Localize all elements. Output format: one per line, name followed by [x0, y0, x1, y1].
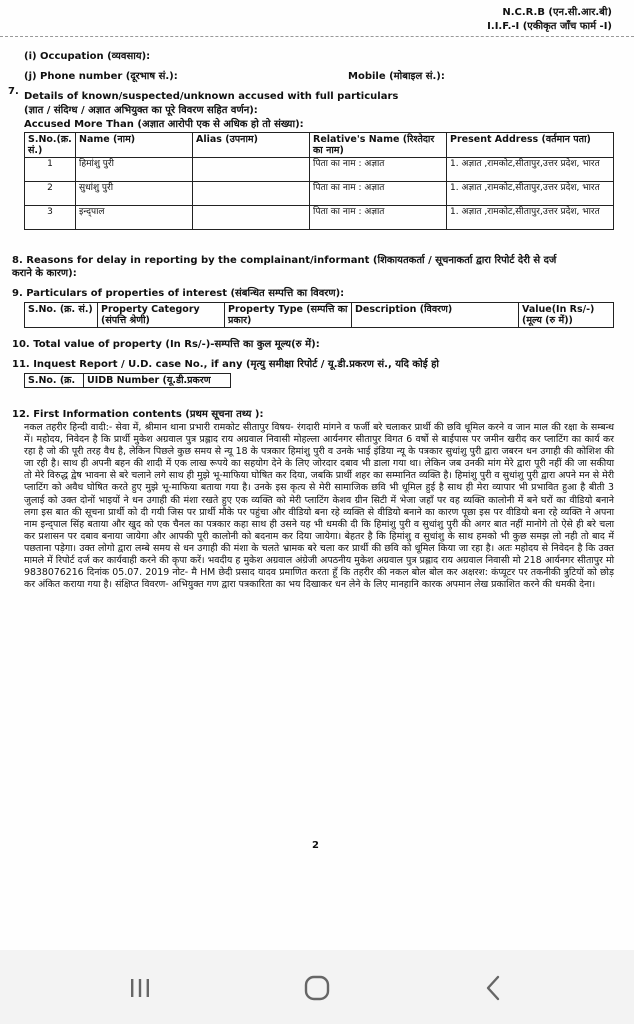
android-nav-bar [0, 950, 634, 1024]
col-description: Description (विवरण) [352, 303, 519, 328]
property-table [24, 302, 614, 328]
cell-address: 1. अज्ञात ,रामकोट,सीतापुर,उत्तर प्रदेश, भारत [447, 206, 614, 230]
cell-relative: पिता का नाम : अज्ञात [310, 182, 447, 206]
cell-sno: 3 [25, 206, 76, 230]
header-divider [0, 36, 634, 37]
section-11-title: 11. Inquest Report / U.D. case No., if any (मृत्यु समीक्षा रिपोर्ट / यू.डी.प्रकरण सं., यदि कोई हो [12, 359, 439, 370]
col-category: Property Category (संपत्ति श्रेणी) [98, 303, 225, 328]
cell-address: 1. अज्ञात ,रामकोट,सीतापुर,उत्तर प्रदेश, भारत [447, 182, 614, 206]
col-address: Present Address (वर्तमान पता) [447, 133, 614, 158]
section-9-title: 9. Particulars of properties of interest (संबन्धित सम्पत्ति का विवरण): [12, 288, 345, 299]
ncrb-label: N.C.R.B (एन.सी.आर.बी) [502, 7, 612, 18]
col-uidb: UIDB Number (यू.डी.प्रकरण [84, 374, 231, 388]
table-header-row [25, 374, 231, 388]
section-7-title: Details of known/suspected/unknown accused with full particulars [24, 91, 399, 102]
section-8-line2: कराने के कारण): [12, 268, 77, 279]
cell-alias [193, 206, 310, 230]
cell-name: सुधांशु पुरी [76, 182, 193, 206]
recent-apps-button[interactable] [116, 968, 164, 1008]
home-button[interactable] [293, 968, 341, 1008]
section-12-title: 12. First Information contents (प्रथम सूचना तथ्य ): [12, 409, 264, 420]
fir-contents: नकल तहरीर हिन्दी वादी:- सेवा में, श्रीमान थाना प्रभारी रामकोट सीतापुर विषय- रंगदारी मांगने व फर्जी बरे चलाकर प्रार्थी की छवि धूमिल करने व जान माल की रक्षा के सम्बन्ध में। महोदय, निवेदन है कि प्रार्थी मुकेश अग्रवाल पुत्र प्रह्लाद राय अग्रवाल निवासी मोहल्ला आर्यनगर सीतापुर विगत 6 वर्षो से बाईपास पर जमीन खरीद कर प्लाटिंग का कार्य कर रहा है जो की पूरी तरह वैध है, लेकिन पिछले कुछ समय से न्यू 18 के पत्रकार हिमांशु पुरी व उनके भाई इंडिया न्यू के पत्रकार सुधांशु पुरी द्वारा जबरन धन उगाही की कोशिश की जा रही है। साथ ही अपनी बहन की शादी में एक लाख रूपये का सहयोग देने के लिए जोरदार दबाव भी डाला गया था। लेकिन जब उनकी मांग मेरे द्वारा पूरी नहीं की जा सकीया तो मेरे विरुद्ध द्वेष भावना से बरे चलाने लगे साथ ही मुझे भू-माफिया घोषित कर दिया, जबकि प्रार्थी शहर का सम्मानित व्यक्ति है। हिमांशु पुरी व सुधांशु पुरी द्वारा अपने मन से मेरी प्लाटिंग को अवैध घोषित करते हुए मुझे भू-माफिया बताया गया है। उनके इस कृत्य से मेरी सामाजिक छवि भी धूमिल हुई है साथ ही मेरा व्यापार भी प्रभावित हुआ है बीती 3 जुलाई को उक्त दोनों भाइयों ने धन उगाही की मंशा रखते हुए एक व्यक्ति को मेरी प्लाटिंग केशव ग्रीन सिटी में भेजा जहाँ पर वह व्यक्ति कालोनी में बने घरों का वीडियो बनाने लगा इस बात की सूचना प्रार्थी को दी गयी जिस पर प्रार्थी मौके पर पहुंचा और वीडियो बना रहे व्यक्ति से वीडियो बनाने का कारण पूछा इस पर वीडियो बना रहे व्यक्ति ने अपना नाम इन्द्पाल सिंह बताया और खुद को एक चैनल का पत्रकार कहा साथ ही उसने यह भी धमकी दी कि हिमांशु पुरी व सुधांशु पुरी की अगर बात नहीं मानोगे तो ऐसे ही बरे चला कर प्रशासन पर दबाव बनाया जायेगा और आपकी पूरी कालोनी को बदनाम कर दिया जायेगा। बेहतर है कि हिमांशु व सुधांशु के साथ हमको भी कुछ समझ लो नही तो बाद में पछताना पड़ेगा। उक्त लोगो द्वारा लम्बे समय से धन उगाही की मंशा के चलते भ्रामक बरे चला कर प्रार्थी की छवि को धूमिल किया जा रहा है। अतः महोदय से निवेदन है कि उक्त मामले में रिपोर्ट दर्ज कर कार्यवाही करने की कृपा करें। भवदीय ह मुकेश अग्रवाल अंग्रेजी अपठनीय मुकेश अग्रवाल पुत्र प्रह्लाद राय अग्रवाल निवासी मो 218 आर्यनगर सीतापुर मो 9838076216 दिनांक 05.07. 2019 नोट- मै HM छेदी प्रसाद यादव प्रमाणित करता हूँ कि तहरीर की नकल बोल बोल कर अक्षरश: कंप्यूटर पर तकनीकी त्रुटियों को छोड़ कर अंकित कराया गया है। संक्षिप्त विवरण- अभियुक्त गण द्वारा पत्रकारिता का भय दिखाकर धन लेने के लिए मानहानि कारक अपमान लेख प्रकाशित करने की धमकी देना। [24, 422, 614, 591]
col-alias: Alias (उपनाम) [193, 133, 310, 158]
col-type: Property Type (सम्पत्ति का प्रकार) [225, 303, 352, 328]
table-row [25, 206, 614, 230]
cell-address: 1. अज्ञात ,रामकोट,सीतापुर,उत्तर प्रदेश, भारत [447, 158, 614, 182]
cell-relative: पिता का नाम : अज्ञात [310, 206, 447, 230]
home-icon [302, 973, 332, 1003]
form-label: I.I.F.-I (एकीकृत जाँच फार्म -I) [487, 21, 612, 32]
inquest-table [24, 373, 231, 388]
cell-sno: 1 [25, 158, 76, 182]
section-10: 10. Total value of property (In Rs/-)-सम्पत्ति का कुल मूल्य(रु में): [12, 339, 320, 350]
table-row [25, 158, 614, 182]
cell-alias [193, 182, 310, 206]
table-header-row [25, 303, 614, 328]
phone-field: (j) Phone number (दूरभाष सं.): [24, 71, 178, 82]
accused-more-than: Accused More Than (अज्ञात आरोपी एक से अधिक हो तो संख्या): [24, 119, 304, 130]
cell-sno: 2 [25, 182, 76, 206]
cell-name: हिमांशु पुरी [76, 158, 193, 182]
col-name: Name (नाम) [76, 133, 193, 158]
section-8-line1: 8. Reasons for delay in reporting by the complainant/informant (शिकायतकर्ता / सूचनाकर्ता द्वारा रिपोर्ट देरी से दर्ज [12, 255, 557, 266]
section-7-subtitle: (ज्ञात / संदिग्ध / अज्ञात अभियुक्त का पूरे विवरण सहित वर्णन): [24, 105, 258, 116]
col-sno: S.No.(क्र. सं.) [25, 133, 76, 158]
mobile-field: Mobile (मोबाइल सं.): [348, 71, 445, 82]
form-header [487, 6, 612, 34]
recent-apps-icon [127, 976, 153, 1000]
cell-relative: पिता का नाम : अज्ञात [310, 158, 447, 182]
col-sno: S.No. (क्र. सं.) [25, 303, 98, 328]
back-icon [481, 973, 507, 1003]
accused-table [24, 132, 614, 230]
back-button[interactable] [470, 968, 518, 1008]
col-value: Value(In Rs/-) (मूल्य (रु में)) [519, 303, 614, 328]
table-header-row [25, 133, 614, 158]
occupation-field: (i) Occupation (व्यवसाय): [24, 51, 151, 62]
cell-name: इन्द्पाल [76, 206, 193, 230]
page-number: 2 [312, 840, 319, 851]
cell-alias [193, 158, 310, 182]
col-relative: Relative's Name (रिश्तेदार का नाम) [310, 133, 447, 158]
table-row [25, 182, 614, 206]
section-7-number: 7. [8, 86, 19, 97]
col-sno: S.No. (क्र. [25, 374, 84, 388]
